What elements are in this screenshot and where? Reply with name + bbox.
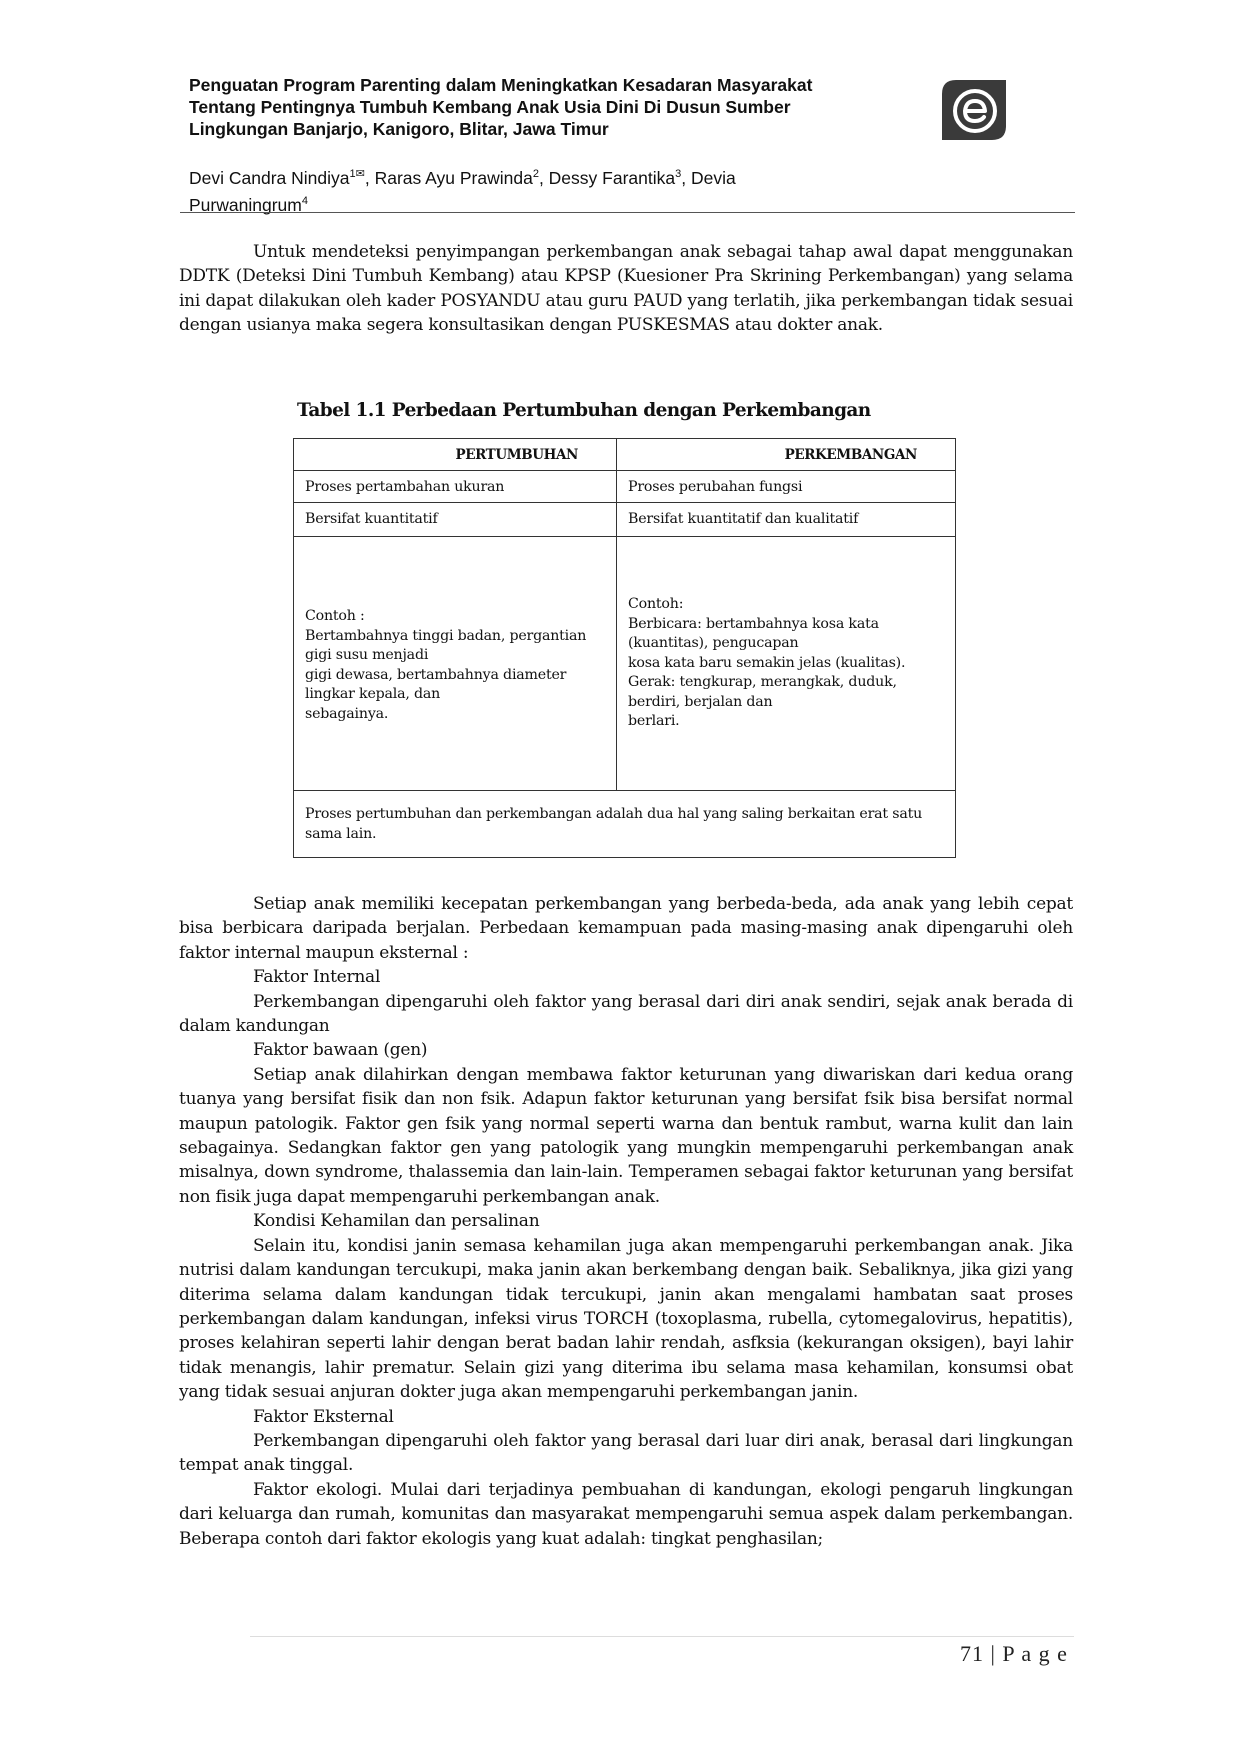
example-line: Contoh : bbox=[305, 608, 365, 624]
author-line-1 bbox=[189, 163, 889, 190]
paper-running-title bbox=[189, 74, 889, 140]
example-line: (kuantitas), pengucapan bbox=[628, 635, 799, 652]
example-line: Contoh: bbox=[628, 596, 684, 613]
table-header-row bbox=[294, 439, 955, 471]
example-perkembangan-cell bbox=[617, 537, 955, 790]
comparison-table bbox=[293, 438, 956, 858]
paragraph: Perkembangan dipengaruhi oleh faktor yang berasal dari luar diri anak, berasal dari lingkungan tempat anak tinggal. bbox=[179, 1430, 1073, 1476]
header-perkembangan: PERKEMBANGAN bbox=[784, 447, 917, 463]
author-3-affiliation: 3 bbox=[675, 168, 682, 180]
author-2: , Raras Ayu Prawinda bbox=[364, 167, 533, 188]
table-row bbox=[294, 503, 955, 537]
header-pertumbuhan: PERTUMBUHAN bbox=[294, 439, 617, 470]
paragraph: Selain itu, kondisi janin semasa kehamilan juga akan mempengaruhi perkembangan anak. Jika nutrisi dalam kandungan tercukupi, maka janin akan berkembang dengan baik. Sebaliknya, jika gizi yang diterima selama dalam kandungan tidak tercukupi, janin akan mengalami hambatan saat proses perkembangan dalam kandungan, infeksi virus TORCH (toxoplasma, rubella, cytomegalovirus, hepatitis), proses kelahiran seperti lahir dengan berat badan lahir rendah, asfksia (kekurangan oksigen), bayi lahir tidak menangis, lahir prematur. Selain gizi yang diterima ibu selama masa kehamilan, konsumsi obat yang tidak sesuai anjuran dokter juga akan mempengaruhi perkembangan janin. bbox=[179, 1235, 1073, 1403]
example-line: sebagainya. bbox=[305, 705, 389, 722]
author-1: Devi Candra Nindiya bbox=[189, 167, 350, 188]
running-title-line-3: Lingkungan Banjarjo, Kanigoro, Blitar, Jawa Timur bbox=[189, 119, 609, 139]
table-cell: Bersifat kuantitatif dan kualitatif bbox=[628, 511, 859, 527]
table-cell: Proses pertambahan ukuran bbox=[294, 471, 617, 502]
example-line: berdiri, berjalan dan bbox=[628, 693, 773, 710]
table-footer-text: Proses pertumbuhan dan perkembangan adalah dua hal yang saling berkaitan erat satu sama lain. bbox=[305, 806, 923, 842]
subheading-kondisi-kehamilan: Kondisi Kehamilan dan persalinan bbox=[253, 1211, 540, 1232]
subheading-faktor-bawaan: Faktor bawaan (gen) bbox=[253, 1040, 428, 1061]
paragraph: Setiap anak memiliki kecepatan perkembangan yang berbeda-beda, ada anak yang lebih cepat bisa berbicara daripada berjalan. Perbedaan kemampuan pada masing-masing anak dipengaruhi oleh faktor internal maupun eksternal : bbox=[179, 894, 1073, 963]
paragraph: Setiap anak dilahirkan dengan membawa faktor keturunan yang diwariskan dari kedua orang tuanya yang bersifat fisik dan non fsik. Adapun faktor keturunan yang bersifat fsik bisa bersifat normal maupun patologik. Faktor gen fsik yang normal seperti warna dan bentuk rambut, warna kulit dan lain sebagainya. Sedangkan faktor gen yang patologik yang mungkin mempengaruhi perkembangan anak misalnya, down syndrome, thalassemia dan lain-lain. Temperamen sebagai faktor keturunan yang bersifat non fisik juga dapat mempengaruhi perkembangan anak. bbox=[179, 1064, 1073, 1207]
author-3: , Dessy Farantika bbox=[538, 167, 676, 188]
example-line: kosa kata baru semakin jelas (kualitas). bbox=[628, 654, 906, 671]
table-caption: Tabel 1.1 Perbedaan Pertumbuhan dengan Perkembangan bbox=[297, 400, 871, 421]
example-line: Bertambahnya tinggi badan, pergantian bbox=[305, 627, 587, 644]
author-4-part-1: , Devia bbox=[681, 167, 736, 188]
subheading-faktor-eksternal: Faktor Eksternal bbox=[253, 1406, 394, 1427]
author-list bbox=[189, 163, 889, 217]
table-footer-row bbox=[294, 791, 955, 857]
table-cell: Proses perubahan fungsi bbox=[628, 479, 803, 495]
example-line: berlari. bbox=[628, 713, 680, 730]
mail-icon: ✉ bbox=[355, 168, 365, 180]
e-journal-logo-icon bbox=[942, 80, 1006, 140]
example-line: lingkar kepala, dan bbox=[305, 686, 441, 702]
factors-section bbox=[179, 892, 1073, 1551]
table-row-examples bbox=[294, 537, 955, 791]
table-cell: Bersifat kuantitatif bbox=[294, 503, 617, 536]
table-row bbox=[294, 471, 955, 503]
page-number: 71 | P a g e bbox=[960, 1641, 1068, 1666]
footer-divider bbox=[250, 1636, 1074, 1637]
author-2-affiliation: 2 bbox=[532, 168, 539, 180]
example-line: gigi dewasa, bertambahnya diameter bbox=[305, 666, 567, 683]
intro-section bbox=[179, 240, 1073, 338]
author-4-affiliation: 4 bbox=[301, 194, 308, 207]
example-pertumbuhan-cell bbox=[294, 537, 617, 790]
paragraph: Perkembangan dipengaruhi oleh faktor yang berasal dari diri anak sendiri, sejak anak berada di dalam kandungan bbox=[179, 991, 1073, 1037]
running-title-line-2: Tentang Pentingnya Tumbuh Kembang Anak Usia Dini Di Dusun Sumber bbox=[189, 97, 791, 117]
author-1-affiliation: 1 bbox=[349, 168, 356, 180]
example-line: Berbicara: bertambahnya kosa kata bbox=[628, 615, 879, 632]
subheading-faktor-internal: Faktor Internal bbox=[253, 967, 381, 988]
header-divider bbox=[180, 212, 1075, 213]
author-4-part-2: Purwaningrum bbox=[189, 194, 302, 215]
intro-paragraph: Untuk mendeteksi penyimpangan perkembangan anak sebagai tahap awal dapat menggunakan DDTK (Deteksi Dini Tumbuh Kembang) atau KPSP (Kuesioner Pra Skrining Perkembangan) yang selama ini dapat dilakukan oleh kader POSYANDU atau guru PAUD yang terlatih, jika perkembangan tidak sesuai dengan usianya maka segera konsultasikan dengan PUSKESMAS atau dokter anak. bbox=[179, 242, 1073, 336]
running-title-line-1: Penguatan Program Parenting dalam Meningkatkan Kesadaran Masyarakat bbox=[189, 75, 813, 95]
example-line: Gerak: tengkurap, merangkak, duduk, bbox=[628, 674, 897, 691]
paragraph: Faktor ekologi. Mulai dari terjadinya pembuahan di kandungan, ekologi pengaruh lingkungan dari keluarga dan rumah, komunitas dan masyarakat mempengaruhi semua aspek dalam perkembangan. Beberapa contoh dari faktor ekologis yang kuat adalah: tingkat penghasilan; bbox=[179, 1479, 1073, 1549]
example-line: gigi susu menjadi bbox=[305, 647, 429, 663]
